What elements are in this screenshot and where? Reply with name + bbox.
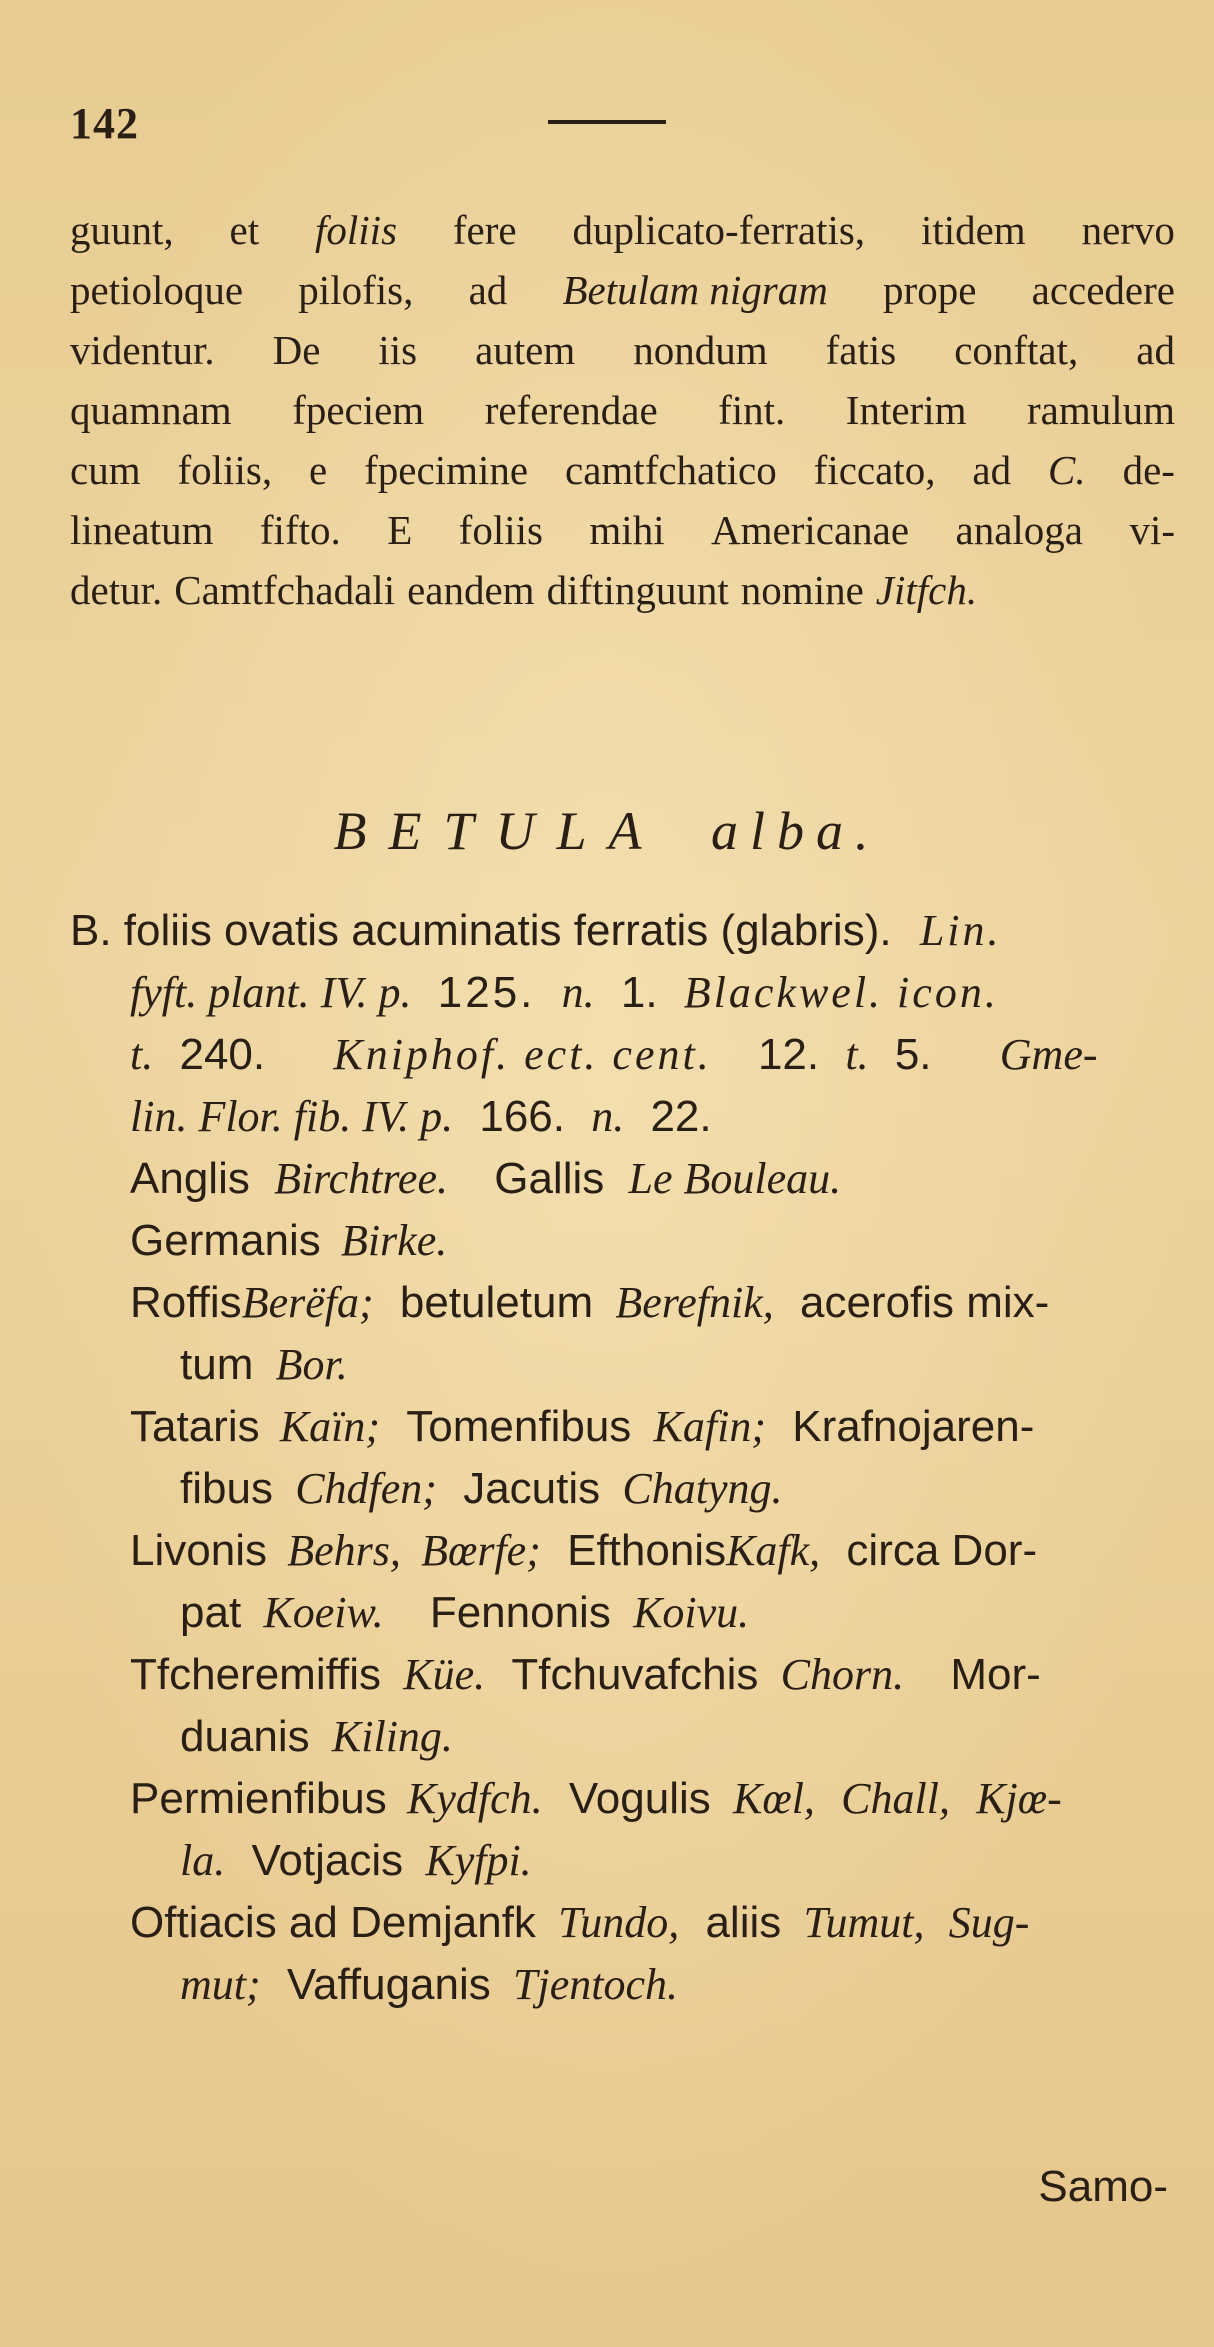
vernacular-name: Tjentoch. <box>513 1960 678 2009</box>
word: Jitfch. <box>875 567 978 613</box>
vernacular-name: Behrs, <box>287 1526 401 1575</box>
citation-number: 5. <box>894 1030 932 1079</box>
word: cum <box>70 447 141 493</box>
word: fifto. <box>259 507 341 553</box>
vernacular-entry-ostiacis <box>70 1892 1180 2016</box>
entry-line <box>70 1892 1180 1954</box>
word: pilofis, <box>298 267 414 313</box>
word: itidem <box>920 207 1026 253</box>
vernacular-name: Chdfen; <box>295 1464 437 1513</box>
term: aliis <box>705 1898 782 1947</box>
entry-line <box>70 1830 1180 1892</box>
vernacular-name: Berëfa; <box>241 1278 374 1327</box>
paragraph-line <box>70 260 1175 320</box>
vernacular-name: Berefnik, <box>615 1278 774 1327</box>
citation: fyft. plant. IV. p. <box>130 968 412 1017</box>
entry-line <box>70 1272 1180 1334</box>
word: ramulum <box>1026 387 1175 433</box>
word: De <box>272 327 321 373</box>
opening-paragraph <box>70 200 1175 620</box>
language-name: Efthonis <box>567 1526 727 1575</box>
vernacular-name: Chatyng. <box>622 1464 783 1513</box>
vernacular-entry-livonis <box>70 1520 1180 1644</box>
entry-line <box>70 1520 1180 1582</box>
vernacular-name: Chorn. <box>780 1650 905 1699</box>
word: Camtfchadali <box>174 567 396 613</box>
term: pat <box>180 1588 242 1637</box>
vernacular-name: Bor. <box>275 1340 348 1389</box>
word: C. <box>1048 447 1086 493</box>
vernacular-name: Kyfpi. <box>425 1836 532 1885</box>
word: foliis, <box>177 447 273 493</box>
vernacular-name: mut; <box>180 1960 261 2009</box>
word: Americanae <box>711 507 910 553</box>
citation-number: 22. <box>650 1092 712 1141</box>
word: duplicato-ferratis, <box>572 207 866 253</box>
vernacular-name: Kafk, <box>726 1526 821 1575</box>
word: accedere <box>1031 267 1175 313</box>
word: fpeciem <box>292 387 425 433</box>
word: Interim <box>845 387 967 433</box>
word: fere <box>452 207 517 253</box>
language-name: duanis <box>180 1712 310 1761</box>
word: fint. <box>718 387 786 433</box>
term: tum <box>180 1340 254 1389</box>
citation-number: 240. <box>179 1030 266 1079</box>
description-text: B. foliis ovatis acuminatis ferratis (glabris). <box>70 906 892 955</box>
word: ficcato, <box>813 447 936 493</box>
citation-number: 12. <box>757 1030 820 1079</box>
term: betuletum <box>399 1278 594 1327</box>
word: analoga <box>955 507 1083 553</box>
citation: lin. Flor. fib. IV. p. <box>130 1092 454 1141</box>
species-entries <box>70 900 1180 2016</box>
language-name: Oftiacis ad Demjanfk <box>130 1898 536 1947</box>
vernacular-entry-anglis <box>70 1148 1180 1210</box>
language-name: Tfcheremiffis <box>130 1650 382 1699</box>
word: fatis <box>825 327 897 373</box>
citation: t. <box>130 1030 154 1079</box>
language-name: Tfchuvafchis <box>511 1650 759 1699</box>
vernacular-name: Tundo, <box>558 1898 680 1947</box>
language-name: Permienfibus <box>130 1774 387 1823</box>
heading-species: alba. <box>711 801 881 861</box>
vernacular-name: Kaïn; <box>279 1402 381 1451</box>
entry-line <box>70 1644 1180 1706</box>
word: referendae <box>484 387 658 433</box>
vernacular-name: Bœrfe; <box>421 1526 541 1575</box>
vernacular-entry-permiensibus <box>70 1768 1180 1892</box>
word: E <box>387 507 413 553</box>
word: detur. <box>70 567 163 613</box>
language-name: Krafnojaren- <box>792 1402 1035 1451</box>
language-name: Fennonis <box>429 1588 611 1637</box>
word: guunt, <box>70 207 174 253</box>
word: lineatum <box>70 507 214 553</box>
language-name: Mor- <box>950 1650 1041 1699</box>
vernacular-name: Kjœ- <box>976 1774 1062 1823</box>
entry-line <box>70 1024 1180 1086</box>
header-rule <box>548 120 666 124</box>
paragraph-line <box>70 320 1175 380</box>
citation: Gme- <box>999 1030 1098 1079</box>
language-name: Vogulis <box>568 1774 711 1823</box>
vernacular-name: Birke. <box>340 1216 448 1265</box>
vernacular-name: Kafin; <box>653 1402 766 1451</box>
word: diftinguunt <box>546 567 729 613</box>
catchword: Samo- <box>1038 2162 1168 2211</box>
vernacular-name: Tumut, <box>803 1898 925 1947</box>
word: Betulam nigram <box>562 267 828 313</box>
language-name: fibus <box>180 1464 273 1513</box>
word: iis <box>378 327 418 373</box>
page-number: 142 <box>70 99 139 148</box>
word: petioloque <box>70 267 244 313</box>
language-name: Vaffuganis <box>286 1960 491 2009</box>
word: mihi <box>589 507 665 553</box>
word: nondum <box>633 327 768 373</box>
entry-line <box>70 1582 1180 1644</box>
entry-line <box>70 962 1180 1024</box>
entry-line <box>70 1334 1180 1396</box>
word: de- <box>1122 447 1175 493</box>
word: quamnam <box>70 387 232 433</box>
vernacular-name: Koivu. <box>633 1588 750 1637</box>
word: vi- <box>1129 507 1175 553</box>
citation-number: 1. <box>620 968 658 1017</box>
vernacular-entry-tscheremissis <box>70 1644 1180 1768</box>
word: et <box>229 207 260 253</box>
citation: n. <box>561 968 595 1017</box>
word: eandem <box>407 567 535 613</box>
language-name: Germanis <box>130 1216 321 1265</box>
entry-line <box>70 1954 1180 2016</box>
term: circa Dor- <box>846 1526 1038 1575</box>
vernacular-name: Chall, <box>841 1774 950 1823</box>
citation: n. <box>591 1092 625 1141</box>
vernacular-entry-tataris <box>70 1396 1180 1520</box>
paragraph-line <box>70 200 1175 260</box>
language-name: Votjacis <box>251 1836 404 1885</box>
word: prope <box>883 267 977 313</box>
word: videntur. <box>70 327 215 373</box>
word: foliis <box>315 207 398 253</box>
heading-genus: BETULA <box>333 801 664 861</box>
citation-number: 125. <box>437 968 536 1017</box>
word: autem <box>475 327 576 373</box>
language-name: Tataris <box>130 1402 260 1451</box>
vernacular-name: Sug- <box>948 1898 1030 1947</box>
word: camtfchatico <box>565 447 777 493</box>
vernacular-name: Küe. <box>403 1650 486 1699</box>
citation: Kniphof. ect. cent. <box>333 1030 712 1079</box>
vernacular-entry-germanis <box>70 1210 1180 1272</box>
vernacular-name: la. <box>180 1836 226 1885</box>
paragraph-line <box>70 500 1175 560</box>
language-name: Anglis <box>130 1154 250 1203</box>
language-name: Jacutis <box>463 1464 601 1513</box>
vernacular-entry-rossis <box>70 1272 1180 1396</box>
citation: Blackwel. icon. <box>683 968 999 1017</box>
vernacular-name: Kœl, <box>733 1774 815 1823</box>
language-name: Livonis <box>130 1526 267 1575</box>
vernacular-name: Kydfch. <box>407 1774 543 1823</box>
vernacular-name: Birchtree. <box>274 1154 448 1203</box>
word: e <box>309 447 328 493</box>
word: ad <box>468 267 508 313</box>
entry-line <box>70 900 1180 962</box>
paragraph-line <box>70 560 1175 620</box>
citation-number: 166. <box>479 1092 565 1141</box>
citation: t. <box>845 1030 869 1079</box>
word: ad <box>972 447 1012 493</box>
word: conftat, <box>954 327 1079 373</box>
word: foliis <box>458 507 543 553</box>
word: nervo <box>1081 207 1175 253</box>
entry-line <box>70 1210 1180 1272</box>
term: acerofis mix- <box>799 1278 1050 1327</box>
entry-line <box>70 1396 1180 1458</box>
word: nomine <box>740 567 864 613</box>
language-name: Gallis <box>494 1154 605 1203</box>
language-name: Roffis <box>130 1278 242 1327</box>
description-entry <box>70 900 1180 1148</box>
species-heading <box>0 800 1214 862</box>
page-header <box>70 98 1170 148</box>
entry-line <box>70 1458 1180 1520</box>
vernacular-name: Le Bouleau. <box>628 1154 842 1203</box>
vernacular-name: Kiling. <box>331 1712 453 1761</box>
entry-line <box>70 1086 1180 1148</box>
language-name: Tomenfibus <box>406 1402 632 1451</box>
vernacular-name: Koeiw. <box>263 1588 384 1637</box>
word: ad <box>1136 327 1175 373</box>
paragraph-line <box>70 380 1175 440</box>
word: fpecimine <box>364 447 529 493</box>
entry-line <box>70 1148 1180 1210</box>
paragraph-line <box>70 440 1175 500</box>
citation: Lin. <box>919 906 1002 955</box>
entry-line <box>70 1706 1180 1768</box>
entry-line <box>70 1768 1180 1830</box>
